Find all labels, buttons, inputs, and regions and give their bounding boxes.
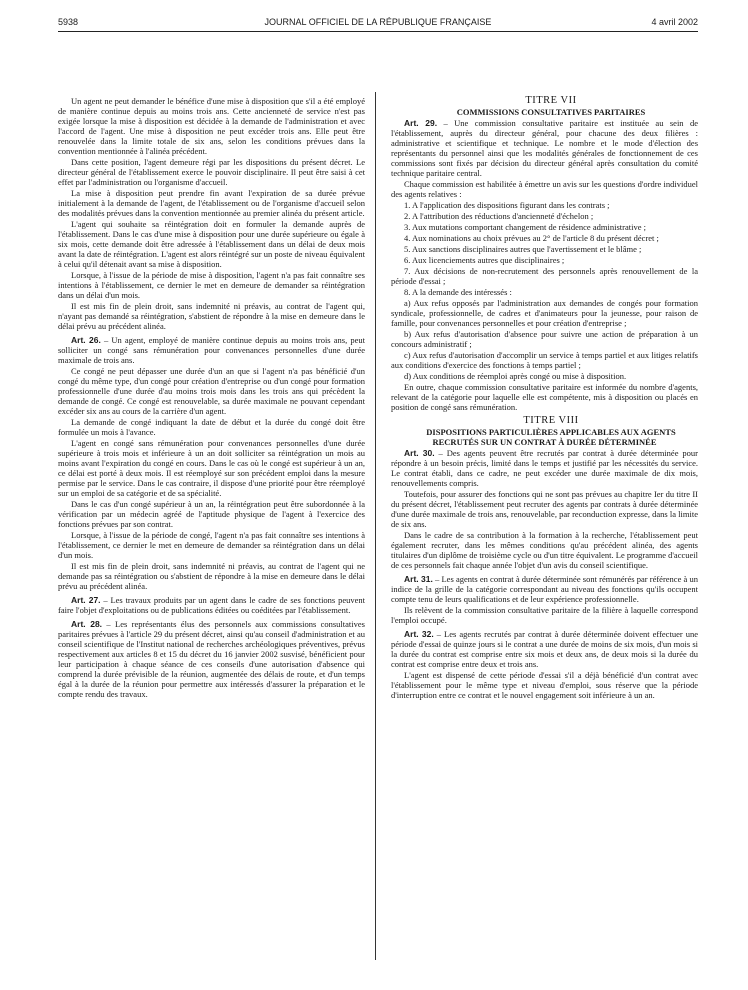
paragraph: Dans cette position, l'agent demeure régi par les dispositions du présent décret. Le directeur général de l'établissement exerce le pouvoir disciplinaire. Il peut être saisi à cet effet par l'administration ou l'organisme d'accueil. [58, 157, 365, 187]
paragraph: Ce congé ne peut dépasser une durée d'un an que si l'agent n'a pas bénéficié d'un congé du même type, d'un congé pour création d'entreprise ou d'un congé pour formation professionnelle d'une durée d'au moins trois mois dans les trois ans qui précèdent la demande de congé. Ce congé est renouvelable, sa durée maximale ne pouvant cependant excéder six ans au cours de la carrière d'un agent. [58, 366, 365, 416]
list-item: a) Aux refus opposés par l'administration aux demandes de congés pour formation syndicale, professionnelle, de cadres et d'animateurs pour la jeunesse, pour raison de famille, pour convenances personnelles et pour création d'entreprise ; [391, 298, 698, 328]
paragraph: Dans le cadre de sa contribution à la formation à la recherche, l'établissement peut également recruter, dans les mêmes conditions qu'au précédent alinéa, des agents titulaires d'un diplôme de troisième cycle ou d'un titre équivalent. Le programme d'accueil de ces personnels fait chaque année l'objet d'un avis du conseil scientifique. [391, 530, 698, 570]
list-item: 4. Aux nominations au choix prévues au 2° de l'article 8 du présent décret ; [404, 233, 659, 243]
list-item: 7. Aux décisions de non-recrutement des personnels après renouvellement de la période d'essai ; [391, 266, 698, 286]
list-item: b) Aux refus d'autorisation d'absence pour suivre une action de préparation à un concours administratif ; [391, 329, 698, 349]
article-label: Art. 28. [71, 619, 103, 629]
paragraph: Lorsque, à l'issue de la période de congé, l'agent n'a pas fait connaître ses intentions à l'établissement, ce dernier le met en demeure de demander sa réintégration dans un délai d'un mois. [58, 530, 365, 560]
paragraph: Ils relèvent de la commission consultative paritaire de la filière à laquelle correspond l'emploi occupé. [391, 605, 698, 625]
list-item: 2. A l'attribution des réductions d'ancienneté d'échelon ; [404, 211, 594, 221]
paragraph: Un agent ne peut demander le bénéfice d'une mise à disposition que s'il a été employé de manière continue depuis au moins trois ans. Cette ancienneté de service n'est pas exigée lorsque la mise à disposition est décidée à la demande de l'administration et avec l'accord de l'agent. Une mise à disposition ne peut excéder trois ans. Elle peut être renouvelée dans la limite totale de six ans, selon les conditions prévues dans la convention mentionnée à l'alinéa précédent. [58, 96, 365, 156]
article-28 [58, 619, 365, 699]
publication-date: 4 avril 2002 [651, 17, 698, 27]
titre-viii-subtitle: DISPOSITIONS PARTICULIÈRES APPLICABLES AUX AGENTS RECRUTÉS SUR UN CONTRAT À DURÉE DÉTERMINÉE [426, 427, 676, 447]
titre-viii-heading: TITRE VIII [523, 415, 579, 426]
paragraph: La mise à disposition peut prendre fin avant l'expiration de sa durée prévue initialement à la demande de l'agent, de l'établissement ou de l'organisme d'accueil selon des modalités prévues dans la convention mentionnée au premier alinéa du présent article. [58, 188, 365, 218]
article-30 [391, 448, 698, 488]
list-item: d) Aux conditions de réemploi après congé ou mise à disposition. [404, 371, 627, 381]
article-29 [391, 118, 698, 178]
article-text: – Des agents peuvent être recrutés par contrat à durée déterminée pour répondre à un besoin précis, limité dans le temps et justifié par les nécessités du service. Le contrat établi, dans ce cadre, ne peut excéder une durée maximale de dix mois, renouvellements compris. [391, 448, 698, 488]
page-number: 5938 [58, 17, 79, 27]
list-item: 5. Aux sanctions disciplinaires autres que l'avertissement et le blâme ; [404, 244, 642, 254]
right-column [391, 96, 698, 960]
list-item: 3. Aux mutations comportant changement de résidence administrative ; [404, 222, 646, 232]
article-31 [391, 574, 698, 604]
paragraph: Lorsque, à l'issue de la période de mise à disposition, l'agent n'a pas fait connaître ses intentions à l'établissement, ce dernier le met en demeure de demander sa réintégration dans un délai d'un mois. [58, 270, 365, 300]
titre-vii-subtitle: COMMISSIONS CONSULTATIVES PARITAIRES [456, 107, 646, 117]
article-label: Art. 31. [404, 574, 433, 584]
paragraph: Toutefois, pour assurer des fonctions qui ne sont pas prévues au chapitre Ier du titre II du présent décret, l'établissement peut recruter des agents par contrats à durée déterminée d'une durée maximale de trois ans, renouvelable, par reconduction expresse, dans la limite de six ans. [391, 489, 698, 529]
paragraph: Il est mis fin de plein droit, sans indemnité ni préavis, au contrat de l'agent qui ne demande pas sa réintégration ou s'abstient de répondre à la mise en demeure dans le délai prévu au précédent alinéa. [58, 561, 365, 591]
paragraph: L'agent est dispensé de cette période d'essai s'il a déjà bénéficié d'un contrat avec l'établissement pour le même type et niveau d'emploi, sous réserve que la période d'interruption entre ce contrat et le nouvel engagement soit inférieure à un an. [391, 670, 698, 700]
paragraph: En outre, chaque commission consultative paritaire est informée du nombre d'agents, relevant de la catégorie pour laquelle elle est compétente, mis à disposition ou placés en position de congé sans rémunération. [391, 382, 698, 412]
paragraph: L'agent en congé sans rémunération pour convenances personnelles d'une durée supérieure à trois mois et inférieure à un an doit solliciter sa réintégration un mois au moins avant l'expiration du congé en cours. Dans le cas où le congé est supérieur à un an, ce délai est porté à deux mois. Il est réemployé sur son précédent emploi dans la mesure permise par le service. Dans le cas contraire, il dispose d'une priorité pour être réemployé sur un emploi de sa catégorie et de sa spécialité. [58, 438, 365, 498]
article-text: – Les agents recrutés par contrat à durée déterminée doivent effectuer une période d'essai de quinze jours si le contrat a une durée de moins de six mois, d'un mois si la durée du contrat est comprise entre six mois et deux ans, de deux mois si la durée du contrat est comprise entre deux et trois ans. [391, 629, 698, 669]
article-label: Art. 30. [404, 448, 435, 458]
paragraph: Dans le cas d'un congé supérieur à un an, la réintégration peut être subordonnée à la vérification par un médecin agréé de l'aptitude physique de l'agent à l'exercice des fonctions prévues par son contrat. [58, 499, 365, 529]
article-27 [58, 595, 365, 615]
article-text: – Les représentants élus des personnels aux commissions consultatives paritaires prévues à l'article 29 du présent décret, ainsi qu'au conseil d'administration et au conseil scientifique de l'Institut national de recherches archéologiques préventives, prévus respectivement aux articles 8 et 15 du décret du 16 janvier 2002 susvisé, bénéficient pour leur participation à chaque séance de ces conseils d'une autorisation d'absence qui comprend la durée prévisible de la réunion, augmentée des délais de route, et d'un temps égal à la durée de la réunion pour permettre aux intéressés d'assurer la préparation et le compte rendu des travaux. [58, 619, 365, 699]
header-rule [58, 31, 698, 32]
paragraph: Il est mis fin de plein droit, sans indemnité ni préavis, au contrat de l'agent qui, n'ayant pas demandé sa réintégration, s'abstient de répondre à la mise en demeure dans le délai prévu au précédent alinéa. [58, 301, 365, 331]
column-divider [375, 92, 376, 960]
article-label: Art. 29. [404, 118, 438, 128]
article-text: – Les travaux produits par un agent dans le cadre de ses fonctions peuvent faire l'objet d'exploitations ou de publications éditées ou coéditées par l'établissement. [58, 595, 365, 615]
paragraph: Chaque commission est habilitée à émettre un avis sur les questions d'ordre individuel des agents relatives : [391, 179, 698, 199]
article-label: Art. 27. [71, 595, 101, 605]
article-text: – Les agents en contrat à durée déterminée sont rémunérés par référence à un indice de la grille de la catégorie correspondant au niveau des fonctions qu'ils occupent compte tenu de leurs qualifications et de leur expérience professionnelle. [391, 574, 698, 604]
article-text: – Une commission consultative paritaire est instituée au sein de l'établissement, auprès du directeur général, pour chacune des deux filières : administrative et scientifique et technique. Le nombre et le mode d'élection des représentants du personnel ainsi que les modalités générales de fonctionnement de ces commissions sont fixés par décision du directeur général après consultation du comité technique paritaire central. [391, 118, 698, 178]
journal-title: JOURNAL OFFICIEL DE LA RÉPUBLIQUE FRANÇAISE [264, 17, 492, 27]
left-column [58, 96, 365, 960]
list-item: c) Aux refus d'autorisation d'accomplir un service à temps partiel et aux litiges relatifs aux conditions d'exercice des fonctions à temps partiel ; [391, 350, 698, 370]
page-header [58, 15, 698, 31]
article-label: Art. 26. [71, 335, 101, 345]
article-26 [58, 335, 365, 365]
article-32 [391, 629, 698, 669]
paragraph: L'agent qui souhaite sa réintégration doit en formuler la demande auprès de l'établissement. Dans le cas d'une mise à disposition pour une durée supérieure ou égale à six mois, cette demande doit être adressée à l'établissement dans un délai de deux mois avant la date de réintégration. L'agent est alors réintégré sur un poste de niveau équivalent à celui qu'il détenait avant sa mise à disposition. [58, 219, 365, 269]
article-text: – Un agent, employé de manière continue depuis au moins trois ans, peut solliciter un congé sans rémunération pour convenances personnelles d'une durée maximale de trois ans. [58, 335, 365, 365]
paragraph: La demande de congé indiquant la date de début et la durée du congé doit être formulée un mois à l'avance. [58, 417, 365, 437]
titre-vii-heading: TITRE VII [525, 96, 577, 106]
list-item: 1. A l'application des dispositions figurant dans les contrats ; [404, 200, 610, 210]
article-label: Art. 32. [404, 629, 434, 639]
list-item: 6. Aux licenciements autres que disciplinaires ; [404, 255, 565, 265]
list-item: 8. A la demande des intéressés : [404, 287, 512, 297]
